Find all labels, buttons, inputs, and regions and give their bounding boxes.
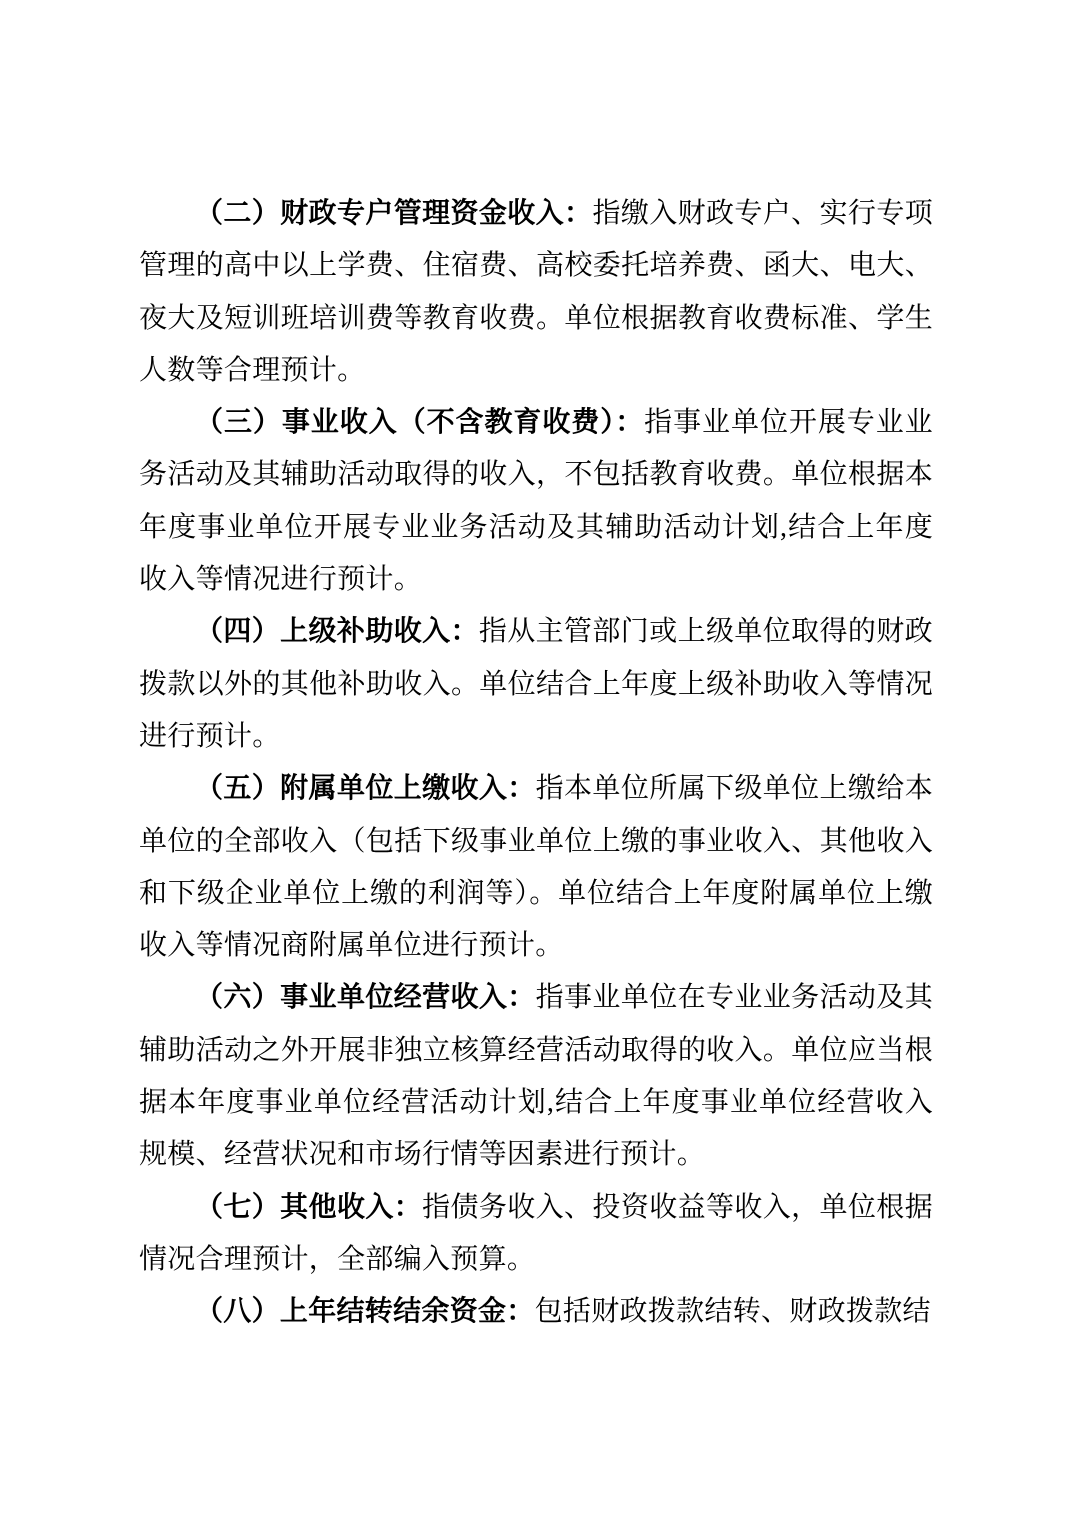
- paragraph-7-qita-shouru: [139, 1182, 933, 1287]
- paragraph-heading: （八）上年结转结余资金：: [195, 1296, 535, 1328]
- paragraph-body: 指从主管部门或上级单位取得的财政拨款以外的其他补助收入。单位结合上年度上级补助收入等情况进行预计。: [139, 616, 933, 752]
- paragraph-body: 指事业单位开展专业业务活动及其辅助活动取得的收入，不包括教育收费。单位根据本年度事业单位开展专业业务活动及其辅助活动计划,结合上年度收入等情况进行预计。: [139, 407, 933, 596]
- paragraph-6-jingying-shouru: [139, 972, 933, 1181]
- paragraph-3-shiye-shouru: [139, 397, 933, 606]
- paragraph-heading: （七）其他收入：: [195, 1191, 423, 1223]
- paragraph-heading: （五）附属单位上缴收入：: [195, 773, 536, 805]
- document-text-block: [139, 188, 933, 1339]
- paragraph-4-shangji-buzhu: [139, 606, 933, 763]
- paragraph-body: 指本单位所属下级单位上缴给本单位的全部收入（包括下级事业单位上缴的事业收入、其他收入和下级企业单位上缴的利润等）。单位结合上年度附属单位上缴收入等情况商附属单位进行预计。: [139, 773, 933, 962]
- paragraph-heading: （四）上级补助收入：: [195, 616, 479, 648]
- paragraph-2-caizheng-zhuanhu: [139, 188, 933, 397]
- paragraph-heading: （三）事业收入（不含教育收费）：: [195, 407, 645, 439]
- paragraph-5-fushu-danwei: [139, 763, 933, 972]
- paragraph-heading: （二）财政专户管理资金收入：: [195, 198, 593, 229]
- paragraph-heading: （六）事业单位经营收入：: [195, 982, 536, 1014]
- paragraph-8-shangnian-jiezhuan: [139, 1286, 933, 1338]
- paragraph-body: 指债务收入、投资收益等收入，单位根据情况合理预计，全部编入预算。: [139, 1191, 933, 1275]
- paragraph-body: 指缴入财政专户、实行专项管理的高中以上学费、住宿费、高校委托培养费、函大、电大、夜大及短训班培训费等教育收费。单位根据教育收费标准、学生人数等合理预计。: [139, 198, 934, 386]
- paragraph-body: 指事业单位在专业业务活动及其辅助活动之外开展非独立核算经营活动取得的收入。单位应当根据本年度事业单位经营活动计划,结合上年度事业单位经营收入规模、经营状况和市场行情等因素进行预计。: [139, 982, 933, 1171]
- paragraph-body: 包括财政拨款结转、财政拨款结: [534, 1296, 931, 1328]
